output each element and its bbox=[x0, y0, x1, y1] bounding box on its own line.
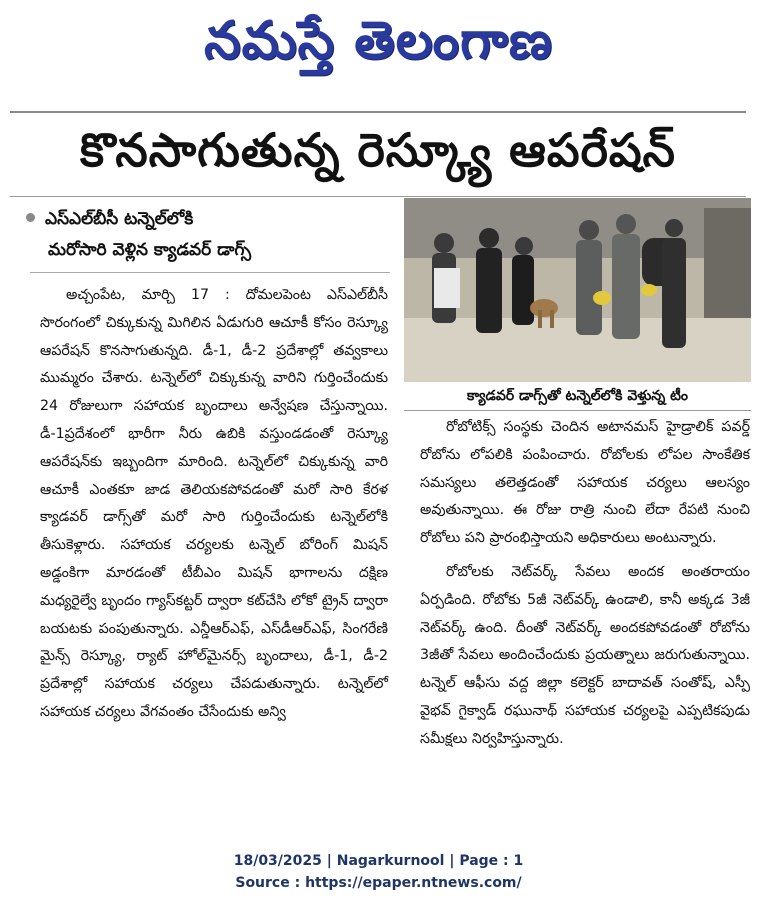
headline-divider bbox=[10, 196, 746, 197]
subhead-divider bbox=[30, 272, 390, 273]
article-column-left bbox=[40, 282, 388, 727]
paragraph: అచ్చంపేట, మార్చి 17 : దోమలపెంట ఎస్‌ఎల్‌బీసీ సొరంగంలో చిక్కుకున్న మిగిలిన ఏడుగురి ఆచూకీ కోసం రెస్క్యూ ఆపరేషన్‌ కొనసాగుతున్నది. డీ-1, డీ-2 ప్రదేశాల్లో తవ్వకాలు ముమ్మరం చేశారు. టన్నెల్‌లో చిక్కుకున్న వారిని గుర్తించేందుకు 24 రోజులుగా సహాయక బృందాలు అన్వేషణ చేస్తున్నాయి. డీ-1ప్రదేశంలో భారీగా నీరు ఉబికి వస్తుండడంతో రెస్క్యూ ఆపరేషన్‌కు ఇబ్బందిగా మారింది. టన్నెల్‌లో చిక్కుకున్న వారి ఆచూకీ ఎంతకూ జాడ తెలియకపోవడంతో మరో సారి కేరళ క్యాడవర్‌ డాగ్స్‌తో మరో సారి గుర్తించేందుకు టన్నెల్‌లోకి తీసుకెళ్లారు. సహాయక చర్యలకు టన్నెల్‌ బోరింగ్‌ మిషన్‌ అడ్డంకిగా మారడంతో టీబీఎం మిషన్‌ భాగాలను దక్షిణ మధ్యరైల్వే బృందం గ్యాస్‌కట్టర్‌ ద్వారా కట్‌చేసి లోకో ట్రైన్‌ ద్వారా బయటకు పంపుతున్నారు. ఎన్డీఆర్‌ఎఫ్‌, ఎస్‌డీఆర్‌ఎఫ్‌, సింగరేణి మైన్స్‌ రెస్క్యూ, ర్యాట్‌ హోల్‌మైనర్స్‌ బృందాలు, డీ-1, డీ-2 ప్రదేశాల్లో సహాయక చర్యలు చేపడుతున్నారు. టన్నెల్‌లో సహాయక చర్యలు వేగవంతం చేసేందుకు అన్వి bbox=[40, 287, 388, 720]
article-headline: కొనసాగుతున్న రెస్క్యూ ఆపరేషన్ bbox=[80, 123, 676, 177]
masthead bbox=[0, 4, 757, 90]
rescue-team-photo bbox=[404, 198, 751, 382]
edition-info: 18/03/2025 | Nagarkurnool | Page : 1 bbox=[233, 853, 524, 869]
source-link[interactable]: Source : https://epaper.ntnews.com/ bbox=[235, 875, 522, 891]
paragraph: రోబోలకు నెట్‌వర్క్‌ సేవలు అందక అంతరాయం ఏర్పడింది. రోబోకు 5జీ నెట్‌వర్క్‌ ఉండాలి, కానీ అక్కడ 3జీ నెట్‌వర్క్‌ ఉంది. దీంతో నెట్‌వర్క్‌ అందకపోవడంతో రోబోను 3జీతో సేవలు అందించేందుకు ప్రయత్నాలు జరుగుతున్నాయి. టన్నెల్‌ ఆఫీసు వద్ద జిల్లా కలెక్టర్‌ బాదావత్‌ సంతోష్‌, ఎస్పీ వైభవ్‌ గైక్వాడ్‌ రఘునాథ్‌ సహాయక చర్యలపై ఎప్పటికపుడు సమీక్షలు నిర్వహిస్తున్నారు. bbox=[420, 563, 750, 747]
article-column-right bbox=[420, 414, 750, 754]
article-photo bbox=[404, 198, 751, 382]
page-footer bbox=[0, 850, 757, 894]
subhead-line-2: మరోసారి వెళ్లిన క్యాడవర్‌ డాగ్స్‌ bbox=[48, 240, 252, 260]
photo-caption: క్యాడవర్‌ డాగ్స్‌తో టన్నెల్‌లోకి వెళ్తున్న టీం bbox=[466, 387, 689, 404]
bullet-icon bbox=[26, 213, 35, 222]
article-subhead bbox=[14, 204, 394, 266]
paragraph: రోబోటిక్స్‌ సంస్థకు చెందిన అటానమస్‌ హైడ్రాలిక్‌ పవర్డ్‌ రోబోను లోపలికి పంపించారు. రోబోలకు లోపల సాంకేతిక సమస్యలు తలెత్తడంతో సహాయక చర్యలు ఆలస్యం అవుతున్నాయి. ఈ రోజు రాత్రి నుంచి లేదా రేపటి నుంచి రోబోలు పని ప్రారంభిస్తాయని అధికారులు అంటున్నారు. bbox=[420, 419, 750, 547]
caption-divider bbox=[404, 410, 751, 411]
newspaper-logo: నమస్తే తెలంగాణ bbox=[204, 10, 553, 71]
masthead-divider bbox=[10, 111, 746, 113]
subhead-line-1: ఎస్‌ఎల్‌బీసీ టన్నెల్‌లోకి bbox=[14, 204, 394, 235]
